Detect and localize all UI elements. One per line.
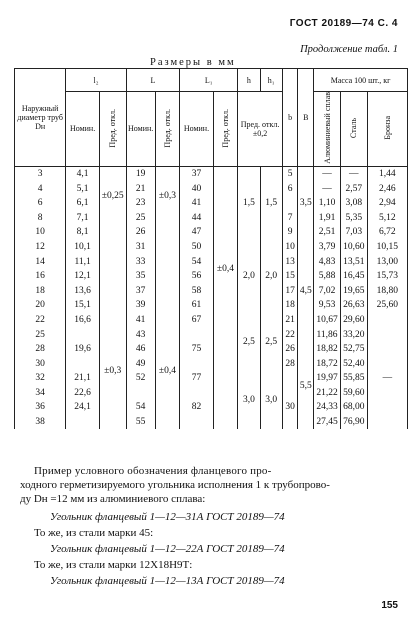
cell-L1: 47	[180, 225, 213, 240]
cell-l2: 16,6	[66, 313, 99, 328]
cell-b	[282, 415, 298, 430]
cell-L-dev	[155, 225, 180, 240]
cell-L1	[180, 327, 213, 342]
cell-mass-steel: 52,75	[340, 342, 367, 357]
cell-L: 19	[126, 166, 155, 181]
cell-b: 5	[282, 166, 298, 181]
cell-L1: 67	[180, 313, 213, 328]
cell-mass-al: 10,67	[314, 313, 341, 328]
cell-l2: 22,6	[66, 386, 99, 401]
cell-l2: 19,6	[66, 342, 99, 357]
cell-b: 7	[282, 210, 298, 225]
cell-L1-dev	[213, 386, 238, 401]
cell-l2: 15,1	[66, 298, 99, 313]
cell-l2: 24,1	[66, 400, 99, 415]
designation-1: Угольник фланцевый 1—12—31А ГОСТ 20189—74	[50, 511, 285, 523]
cell-mass-al: —	[314, 181, 341, 196]
col-b: b	[282, 69, 298, 167]
cell-l2: 12,1	[66, 269, 99, 284]
cell-dn: 4	[15, 181, 66, 196]
table-row	[15, 210, 408, 225]
cell-h: 2,5	[238, 313, 260, 371]
cell-h: 3,0	[238, 371, 260, 429]
col-l2: l₂	[66, 69, 126, 92]
cell-mass-steel: 10,60	[340, 240, 367, 255]
cell-L-dev: ±0,3	[155, 166, 180, 225]
cell-L1-dev	[213, 371, 238, 386]
cell-l2-dev	[99, 240, 126, 255]
cell-L: 31	[126, 240, 155, 255]
cell-dn: 22	[15, 313, 66, 328]
cell-L1: 61	[180, 298, 213, 313]
cell-L1	[180, 386, 213, 401]
cell-l2: 13,6	[66, 283, 99, 298]
cell-mass-steel: —	[340, 166, 367, 181]
cell-L: 52	[126, 371, 155, 386]
cell-mass-al: 4,83	[314, 254, 341, 269]
cell-l2	[66, 356, 99, 371]
col-dn: Наружный диаметр труб Dн	[15, 69, 66, 167]
cell-mass-steel: 3,08	[340, 196, 367, 211]
cell-B: 5,5	[298, 342, 314, 430]
cell-dn: 12	[15, 240, 66, 255]
table-row	[15, 327, 408, 342]
cell-dn: 3	[15, 166, 66, 181]
dimensions-table	[14, 68, 408, 429]
cell-mass-steel: 76,90	[340, 415, 367, 430]
cell-L1: 77	[180, 371, 213, 386]
cell-b: 15	[282, 269, 298, 284]
cell-L1: 54	[180, 254, 213, 269]
cell-b: 9	[282, 225, 298, 240]
cell-b: 17	[282, 283, 298, 298]
cell-dn: 18	[15, 283, 66, 298]
cell-mass-steel: 59,60	[340, 386, 367, 401]
cell-b: 21	[282, 313, 298, 328]
cell-mass-bronze: 2,46	[367, 181, 407, 196]
cell-dn: 8	[15, 210, 66, 225]
cell-dn: 34	[15, 386, 66, 401]
cell-mass-al: 7,02	[314, 283, 341, 298]
table-row	[15, 415, 408, 430]
cell-mass-bronze	[367, 356, 407, 371]
cell-L1	[180, 415, 213, 430]
table-row	[15, 371, 408, 386]
cell-L: 49	[126, 356, 155, 371]
cell-mass-al: 18,82	[314, 342, 341, 357]
cell-L: 55	[126, 415, 155, 430]
table-row	[15, 283, 408, 298]
cell-mass-bronze: —	[367, 371, 407, 386]
cell-l2: 4,1	[66, 166, 99, 181]
cell-mass-steel: 16,45	[340, 269, 367, 284]
cell-mass-al: 18,72	[314, 356, 341, 371]
cell-l2: 21,1	[66, 371, 99, 386]
cell-mass-bronze: 6,72	[367, 225, 407, 240]
cell-mass-bronze: 25,60	[367, 298, 407, 313]
table-row	[15, 254, 408, 269]
cell-mass-steel: 19,65	[340, 283, 367, 298]
cell-L1: 82	[180, 400, 213, 415]
cell-mass-steel: 2,57	[340, 181, 367, 196]
cell-L: 39	[126, 298, 155, 313]
cell-l2-dev	[99, 225, 126, 240]
cell-dn: 32	[15, 371, 66, 386]
same-note-2: То же, из стали марки 12Х18Н9Т:	[34, 559, 193, 571]
cell-L1: 56	[180, 269, 213, 284]
table-row	[15, 240, 408, 255]
cell-mass-al: 3,79	[314, 240, 341, 255]
cell-mass-steel: 7,03	[340, 225, 367, 240]
table-row	[15, 166, 408, 181]
cell-L: 21	[126, 181, 155, 196]
cell-L: 35	[126, 269, 155, 284]
cell-L: 23	[126, 196, 155, 211]
cell-l2-dev	[99, 254, 126, 269]
table-body	[15, 166, 408, 429]
cell-mass-al: 11,86	[314, 327, 341, 342]
cell-L1: 50	[180, 240, 213, 255]
col-mass: Масса 100 шт., кг	[314, 69, 408, 92]
standard-header: ГОСТ 20189—74 С. 4	[289, 18, 398, 29]
cell-b	[282, 371, 298, 386]
sub-dev: Пред. откл.	[220, 108, 230, 148]
cell-b: 28	[282, 356, 298, 371]
sizes-caption: Размеры в мм	[150, 57, 236, 68]
cell-mass-bronze	[367, 400, 407, 415]
cell-L: 54	[126, 400, 155, 415]
sub-dev: Пред. откл.	[162, 108, 172, 148]
cell-B: 4,5	[298, 240, 314, 342]
cell-dn: 14	[15, 254, 66, 269]
cell-l2: 5,1	[66, 181, 99, 196]
cell-mass-bronze: 13,00	[367, 254, 407, 269]
cell-b: 22	[282, 327, 298, 342]
cell-l2-dev	[99, 269, 126, 284]
cell-mass-bronze	[367, 415, 407, 430]
cell-b	[282, 196, 298, 211]
col-L: L	[126, 69, 180, 92]
sub-hdev: Пред. откл. ±0,2	[238, 92, 283, 167]
sub-dev: Пред. откл.	[108, 108, 118, 148]
cell-h: 1,5	[238, 166, 260, 239]
cell-L: 46	[126, 342, 155, 357]
cell-L1	[180, 356, 213, 371]
cell-mass-al: —	[314, 166, 341, 181]
cell-L-dev	[155, 298, 180, 313]
page-number: 155	[381, 600, 398, 611]
cell-L1: 44	[180, 210, 213, 225]
cell-dn: 20	[15, 298, 66, 313]
cell-mass-steel: 29,60	[340, 313, 367, 328]
cell-L1-dev: ±0,4	[213, 166, 238, 371]
cell-dn: 6	[15, 196, 66, 211]
sub-nom: Номин.	[66, 92, 99, 167]
col-h1: h₁	[260, 69, 282, 92]
table-row	[15, 269, 408, 284]
sub-nom: Номин.	[126, 92, 155, 167]
cell-l2: 6,1	[66, 196, 99, 211]
cell-mass-al: 1,91	[314, 210, 341, 225]
cell-b: 18	[282, 298, 298, 313]
cell-mass-bronze: 2,94	[367, 196, 407, 211]
cell-dn: 25	[15, 327, 66, 342]
cell-mass-bronze	[367, 313, 407, 328]
sub-nom: Номин.	[180, 92, 213, 167]
cell-mass-al: 27,45	[314, 415, 341, 430]
cell-mass-al: 21,22	[314, 386, 341, 401]
cell-h1: 2,5	[260, 313, 282, 371]
cell-L-dev	[155, 269, 180, 284]
cell-mass-steel: 52,40	[340, 356, 367, 371]
cell-mass-bronze: 15,73	[367, 269, 407, 284]
cell-L1: 40	[180, 181, 213, 196]
cell-L-dev: ±0,4	[155, 313, 180, 430]
col-L1: L₁	[180, 69, 238, 92]
cell-mass-al: 2,51	[314, 225, 341, 240]
cell-mass-bronze: 5,12	[367, 210, 407, 225]
cell-dn: 36	[15, 400, 66, 415]
cell-L1: 41	[180, 196, 213, 211]
cell-l2-dev: ±0,25	[99, 166, 126, 225]
cell-L-dev	[155, 240, 180, 255]
col-B: B	[298, 69, 314, 167]
designation-2: Угольник фланцевый 1—12—22А ГОСТ 20189—74	[50, 543, 285, 555]
cell-L: 41	[126, 313, 155, 328]
cell-l2: 10,1	[66, 240, 99, 255]
cell-mass-steel: 5,35	[340, 210, 367, 225]
cell-mass-steel: 26,63	[340, 298, 367, 313]
cell-L: 37	[126, 283, 155, 298]
cell-L: 26	[126, 225, 155, 240]
cell-b: 26	[282, 342, 298, 357]
cell-L1: 58	[180, 283, 213, 298]
cell-mass-bronze: 18,80	[367, 283, 407, 298]
cell-mass-bronze	[367, 342, 407, 357]
cell-L-dev	[155, 254, 180, 269]
cell-b	[282, 386, 298, 401]
cell-mass-al: 24,33	[314, 400, 341, 415]
cell-L-dev	[155, 283, 180, 298]
example-line-2: ходного герметизируемого угольника исполнения 1 к трубопрово-	[20, 479, 330, 491]
sub-steel: Сталь	[349, 117, 359, 138]
cell-mass-steel: 68,00	[340, 400, 367, 415]
cell-dn: 38	[15, 415, 66, 430]
cell-dn: 30	[15, 356, 66, 371]
cell-l2-dev: ±0,3	[99, 313, 126, 430]
cell-L: 43	[126, 327, 155, 342]
cell-mass-bronze	[367, 327, 407, 342]
cell-h1: 1,5	[260, 166, 282, 239]
cell-L	[126, 386, 155, 401]
cell-l2	[66, 327, 99, 342]
table-row	[15, 313, 408, 328]
cell-l2-dev	[99, 298, 126, 313]
example-line-1: Пример условного обозначения фланцевого про-	[34, 465, 272, 477]
cell-mass-al: 19,97	[314, 371, 341, 386]
cell-b: 6	[282, 181, 298, 196]
table-row	[15, 298, 408, 313]
cell-mass-bronze: 10,15	[367, 240, 407, 255]
cell-h: 2,0	[238, 240, 260, 313]
cell-h1: 2,0	[260, 240, 282, 313]
cell-mass-al: 1,10	[314, 196, 341, 211]
table-row	[15, 196, 408, 211]
table-row	[15, 181, 408, 196]
cell-dn: 28	[15, 342, 66, 357]
cell-mass-al: 9,53	[314, 298, 341, 313]
same-note-1: То же, из стали марки 45:	[34, 527, 154, 539]
cell-b: 13	[282, 254, 298, 269]
table-row	[15, 400, 408, 415]
cell-mass-al: 5,88	[314, 269, 341, 284]
cell-l2: 8,1	[66, 225, 99, 240]
table-row	[15, 342, 408, 357]
cell-dn: 10	[15, 225, 66, 240]
cell-B: 3,5	[298, 166, 314, 239]
cell-L: 25	[126, 210, 155, 225]
table-row	[15, 225, 408, 240]
cell-b: 10	[282, 240, 298, 255]
example-line-3: ду Dн =12 мм из алюминиевого сплава:	[20, 493, 206, 505]
cell-L1: 37	[180, 166, 213, 181]
designation-3: Угольник фланцевый 1—12—13А ГОСТ 20189—74	[50, 575, 285, 587]
col-h: h	[238, 69, 260, 92]
cell-mass-steel: 55,85	[340, 371, 367, 386]
cell-l2: 7,1	[66, 210, 99, 225]
cell-l2	[66, 415, 99, 430]
cell-L1-dev	[213, 415, 238, 430]
table-row	[15, 386, 408, 401]
cell-mass-bronze: 1,44	[367, 166, 407, 181]
table-row	[15, 356, 408, 371]
cell-mass-bronze	[367, 386, 407, 401]
cell-l2-dev	[99, 283, 126, 298]
cell-h1: 3,0	[260, 371, 282, 429]
cell-L1-dev	[213, 400, 238, 415]
cell-b: 30	[282, 400, 298, 415]
cell-dn: 16	[15, 269, 66, 284]
cell-L: 33	[126, 254, 155, 269]
cell-L1: 75	[180, 342, 213, 357]
cell-l2: 11,1	[66, 254, 99, 269]
cell-mass-steel: 33,20	[340, 327, 367, 342]
sub-al: Алюминиевый сплав	[322, 92, 332, 164]
sub-bronze: Бронза	[382, 116, 392, 140]
table-continuation: Продолжение табл. 1	[300, 44, 398, 55]
cell-mass-steel: 13,51	[340, 254, 367, 269]
